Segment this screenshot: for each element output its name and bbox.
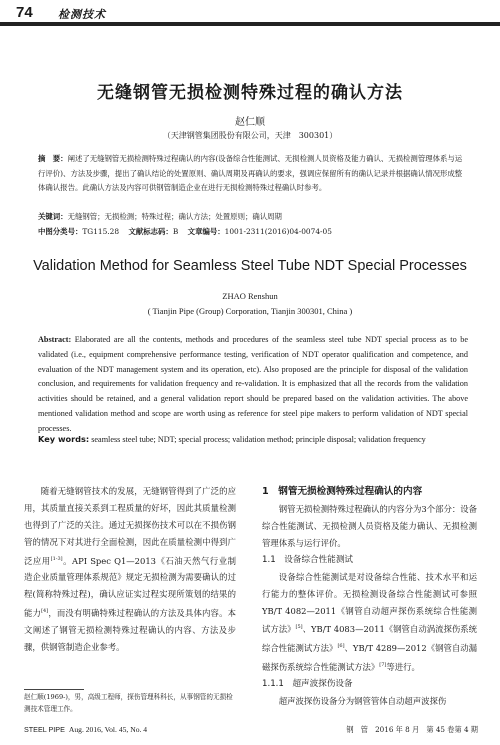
- footer-issue-en: Aug. 2016, Vol. 45, No. 4: [68, 725, 148, 734]
- affiliation-en: ( Tianjin Pipe (Group) Corporation, Tianjin 300301, China ): [147, 306, 353, 316]
- keywords-cn: [38, 210, 468, 225]
- abstract-en-label: Abstract:: [38, 335, 72, 344]
- article-no-value: 1001-2311(2016)04-0074-05: [224, 227, 332, 236]
- subsection-heading-1-1-1: 1.1.1 超声波探伤设备: [262, 678, 353, 689]
- doc-code-label: 文献标志码：: [128, 227, 173, 236]
- intro-text-1: 随着无缝钢管技术的发展，无缝钢管得到了广泛的应用，其质量直接关系到工程质量的好坏，因此其质量检测也得到了广泛的关注。通过无损探伤技术可以在不损伤钢管的情况下对其进行全面检测，因此在质量检测中得到广泛应用: [24, 486, 236, 566]
- keywords-en-label: Key words:: [38, 434, 90, 444]
- keywords-en: [38, 432, 500, 448]
- keywords-en-text: seamless steel tube; NDT; special process; validation method; principle disposal; validation frequency: [89, 435, 426, 444]
- article-title-en: Validation Method for Seamless Steel Tube NDT Special Processes: [33, 258, 467, 274]
- citation: [6]: [337, 643, 345, 650]
- page-number: 74: [16, 4, 33, 21]
- header-rule: [0, 22, 500, 26]
- body-left-column: [24, 483, 236, 656]
- doc-code-value: B: [172, 227, 179, 236]
- section-1-paragraph: 钢管无损检测特殊过程确认的内容分为3个部分：设备综合性能测试、无损检测人员资格及能力确认、无损检测管理体系与运行评价。: [262, 504, 477, 548]
- citation: [5]: [295, 624, 303, 631]
- author-cn: 赵仁顺: [235, 117, 265, 128]
- class-value: TG115.28: [82, 227, 120, 236]
- citation: [4]: [41, 608, 49, 615]
- class-label: 中图分类号：: [38, 227, 83, 236]
- body-right-column: [262, 483, 477, 709]
- abstract-en-text: Elaborated are all the contents, methods and procedures of the seamless steel tube NDT special process as to be validated (i.e., equipment comprehensive performance testing, verification of NDT operator qualification and competence, and evaluation of the NDT management system and its operation, etc). Also proposed are the principle for disposal of the validation conclusion, and requirements for validation frequency and re-validation. It is emphasized that all the records from the validation activities should be retained, and a general validation report should be prepared based on the validation activities. The above mentioned validation method and scope are worth using as reference for steel pipe makers to perform validation of NDT special processes.: [38, 335, 468, 433]
- author-footnote: 赵仁顺(1969-)，男，高级工程师，探伤管理科科长，从事钢管的无损检测技术管理工作。: [24, 693, 233, 713]
- author-en: ZHAO Renshun: [222, 291, 278, 301]
- abstract-cn: [38, 152, 468, 196]
- footer-issue-cn: 钢 管 2016 年 8 月 第 45 卷第 4 期: [346, 725, 478, 734]
- classification-line: [38, 225, 468, 240]
- intro-text-2: 。API Spec Q1—2013《石油天然气行业制造企业质量管理体系规范》规定无损检测为需要确认的过程(简称特殊过程)，确认应证实过程实现所策划的结果的能力: [24, 555, 236, 618]
- section-title: 检测技术: [58, 8, 106, 21]
- p2-text-a: 设备综合性能测试是对设备综合性能、技术水平和运行能力的整体评价。无损检测设备综合性能测试可参照 YB/T 4082—2011《钢管自动超声探伤系统综合性能测试方法》: [262, 571, 477, 635]
- keywords-cn-label: 关键词：: [38, 212, 68, 221]
- footer-journal-name: STEEL PIPE: [24, 725, 65, 734]
- section-heading-1: 1 钢管无损检测特殊过程确认的内容: [262, 486, 423, 497]
- keywords-cn-text: 无缝钢管；无损检测；特殊过程；确认方法；处置原则；确认周期: [67, 212, 282, 221]
- affiliation-cn: （天津钢管集团股份有限公司，天津 300301）: [162, 131, 338, 140]
- intro-text-3: ，而没有明确特殊过程确认的方法及具体内容。本文阐述了钢管无损检测特殊过程确认的内容、方法及步骤，供钢管制造企业参考。: [24, 607, 237, 652]
- abstract-cn-label: 摘 要：: [38, 154, 68, 163]
- intro-paragraph: [24, 483, 236, 656]
- article-title-cn: 无缝钢管无损检测特殊过程的确认方法: [97, 83, 403, 103]
- abstract-en: [38, 333, 468, 437]
- citation: [7]: [379, 661, 387, 668]
- footer-journal: [24, 725, 147, 734]
- subsection-1-1-1-paragraph: 超声波探伤设备分为钢管管体自动超声波探伤: [278, 695, 447, 706]
- abstract-cn-text: 阐述了无缝钢管无损检测特殊过程确认的内容(设备综合性能测试、无损检测人员资格及能力确认、无损检测管理体系与运行评价)、方法及步骤，提出了确认结论的处置原则、确认周期及再确认的要求，强调应保留所有的确认记录并根据确认情况形成整体确认报告。此确认方法及内容可供钢管制造企业在进行无损检测特殊过程确认时参考。: [38, 154, 463, 193]
- footnote-rule: [24, 689, 84, 690]
- p2-text-b: 、YB/T 4083—2011《钢管自动涡流探伤系统综合性能测试方法》: [262, 624, 477, 653]
- citation: [1-3]: [50, 555, 63, 562]
- subsection-heading-1-1: 1.1 设备综合性能测试: [262, 554, 354, 565]
- p2-text-c: 、YB/T 4289—2012《钢管自动漏磁探伤系统综合性能测试方法》: [262, 642, 477, 672]
- p2-text-d: 等进行。: [386, 661, 420, 672]
- article-no-label: 文章编号：: [187, 227, 225, 236]
- subsection-1-1-paragraph: [262, 569, 477, 676]
